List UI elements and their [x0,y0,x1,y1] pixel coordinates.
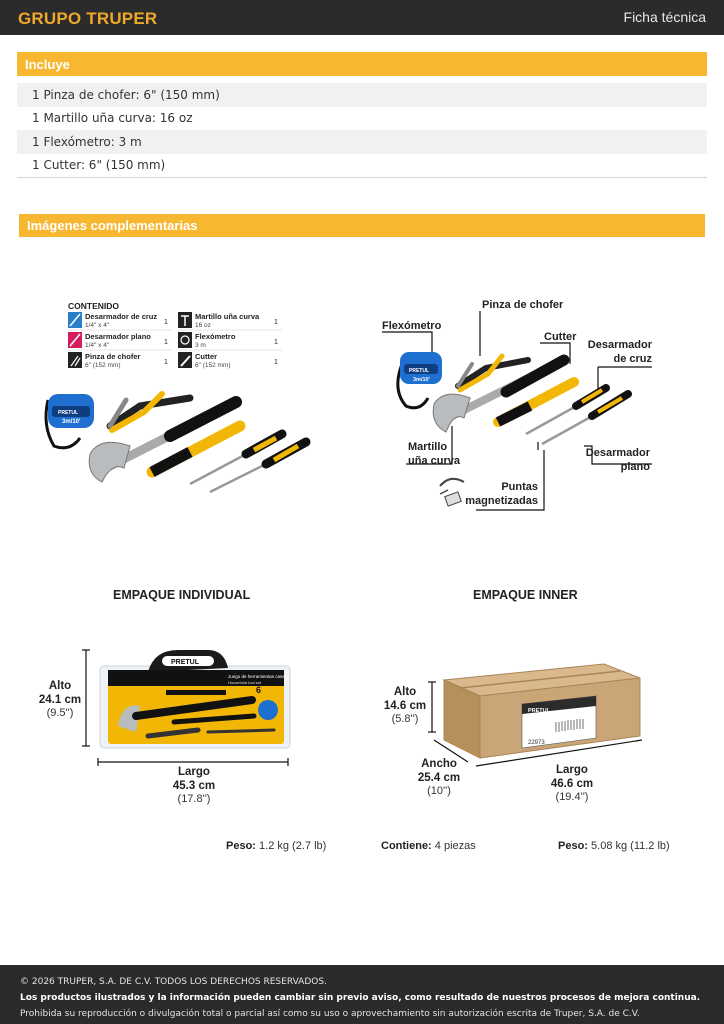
list-item: 1 Pinza de chofer: 6" (150 mm) [17,83,707,107]
svg-text:1: 1 [164,339,168,346]
callout-cutter: Cutter [544,331,577,343]
callout-flat-screwdriver-2: plano [620,461,650,473]
brand-logo: GRUPO TRUPER [18,9,158,28]
contents-title: CONTENIDO [68,301,119,311]
svg-text:1: 1 [274,339,278,346]
document-title: Ficha técnica [623,9,706,25]
svg-text:Cutter: Cutter [195,352,218,361]
legal-text: Prohibida su reproducción o divulgación total o parcial así como su uso o aprovechamiento sin autorización escrita de Truper, S.A. de C.V. [20,1009,640,1019]
svg-text:6" (152 mm): 6" (152 mm) [85,362,121,369]
svg-text:1: 1 [274,319,278,326]
svg-text:PRETUL: PRETUL [171,659,199,666]
inner-pack-title: EMPAQUE INNER [473,588,578,602]
height-dimension-line [428,682,436,732]
svg-text:6" (152 mm): 6" (152 mm) [195,362,231,369]
product-contents-image [40,296,330,496]
contents-row [68,352,168,369]
inner-length: Largo 46.6 cm (19.4'') [550,764,594,803]
callout-magnetic-tips: Puntas [501,481,538,493]
inner-contents: Contiene: 4 piezas [381,840,476,852]
svg-text:PRETUL: PRETUL [58,410,78,416]
length-dimension-line [98,758,288,766]
flat-screwdriver-icon [210,462,270,492]
svg-text:1: 1 [164,359,168,366]
inner-width: Ancho 25.4 cm (10'') [417,758,461,797]
cutter-icon [178,352,192,368]
callout-hammer: Martillo [408,441,448,453]
individual-pack-title: EMPAQUE INDIVIDUAL [113,588,251,602]
individual-pack-image [78,646,298,772]
top-bar [0,0,724,35]
svg-text:Household tool set: Household tool set [228,680,262,685]
list-item: 1 Flexómetro: 3 m [17,130,707,154]
inner-weight: Peso: 5.08 kg (11.2 lb) [558,840,670,852]
callout-hammer-2: uña curva [408,455,460,467]
contents-row [178,332,282,350]
copyright-text: © 2026 TRUPER, S.A. DE C.V. TODOS LOS DERECHOS RESERVADOS. [20,977,327,987]
svg-text:16 oz: 16 oz [195,322,211,329]
callout-flat-screwdriver: Desarmador [585,447,650,459]
height-dimension-line [82,650,90,746]
contents-row [68,332,172,350]
list-divider [17,177,707,178]
list-item: 1 Cutter: 6" (150 mm) [32,158,166,173]
tools-illustration [46,394,306,492]
svg-text:Desarmador de cruz: Desarmador de cruz [85,312,158,321]
svg-text:22973: 22973 [528,740,545,746]
footer [0,965,724,1024]
disclaimer-text: Los productos ilustrados y la información pueden cambiar sin previo aviso, como resultado de nuestros procesos de mejora continua. [20,993,701,1003]
includes-heading: Incluye [17,52,707,76]
inner-box-image [424,660,654,770]
list-item: 1 Martillo uña curva: 16 oz [32,111,193,126]
contents-row [178,352,278,369]
individual-height: Alto 24.1 cm (9.5'') [38,680,82,719]
callout-magnetic-tips-2: magnetizadas [465,495,538,507]
product-callouts-image [380,294,680,524]
svg-text:Pinza de chofer: Pinza de chofer [85,352,141,361]
flat-screwdriver-icon [542,414,596,444]
svg-text:Martillo uña curva: Martillo uña curva [195,312,260,321]
images-heading: Imágenes complementarias [19,214,705,237]
svg-text:PRETUL: PRETUL [528,708,550,714]
svg-text:3m/10': 3m/10' [413,377,430,383]
callout-tape-measure: Flexómetro [382,320,442,332]
tape-measure-icon [178,332,192,348]
svg-text:1: 1 [274,359,278,366]
callout-phillips-screwdriver: Desarmador [587,339,652,351]
svg-text:1: 1 [164,319,168,326]
includes-list [17,83,707,178]
svg-text:PRETUL: PRETUL [409,368,429,374]
individual-weight: Peso: 1.2 kg (2.7 lb) [226,840,327,852]
individual-length: Largo 45.3 cm (17.8'') [172,766,216,805]
svg-text:1/4" x 4": 1/4" x 4" [85,322,110,329]
magnetic-tips-icon [440,479,464,506]
svg-text:1/4" x 4": 1/4" x 4" [85,342,110,349]
svg-text:Juego de herramientas casero: Juego de herramientas casero [228,674,289,679]
contents-row [68,312,172,330]
callout-phillips-screwdriver-2: de cruz [613,353,652,365]
svg-text:Flexómetro: Flexómetro [195,332,236,341]
svg-text:3m/10': 3m/10' [62,419,81,425]
phillips-screwdriver-icon [190,452,250,484]
callout-pliers: Pinza de chofer [482,299,564,311]
svg-text:6: 6 [256,685,262,695]
inner-height: Alto 14.6 cm (5.8'') [383,686,427,725]
svg-text:3 m: 3 m [195,342,206,349]
svg-text:Desarmador plano: Desarmador plano [85,332,151,341]
contents-row [178,312,282,330]
